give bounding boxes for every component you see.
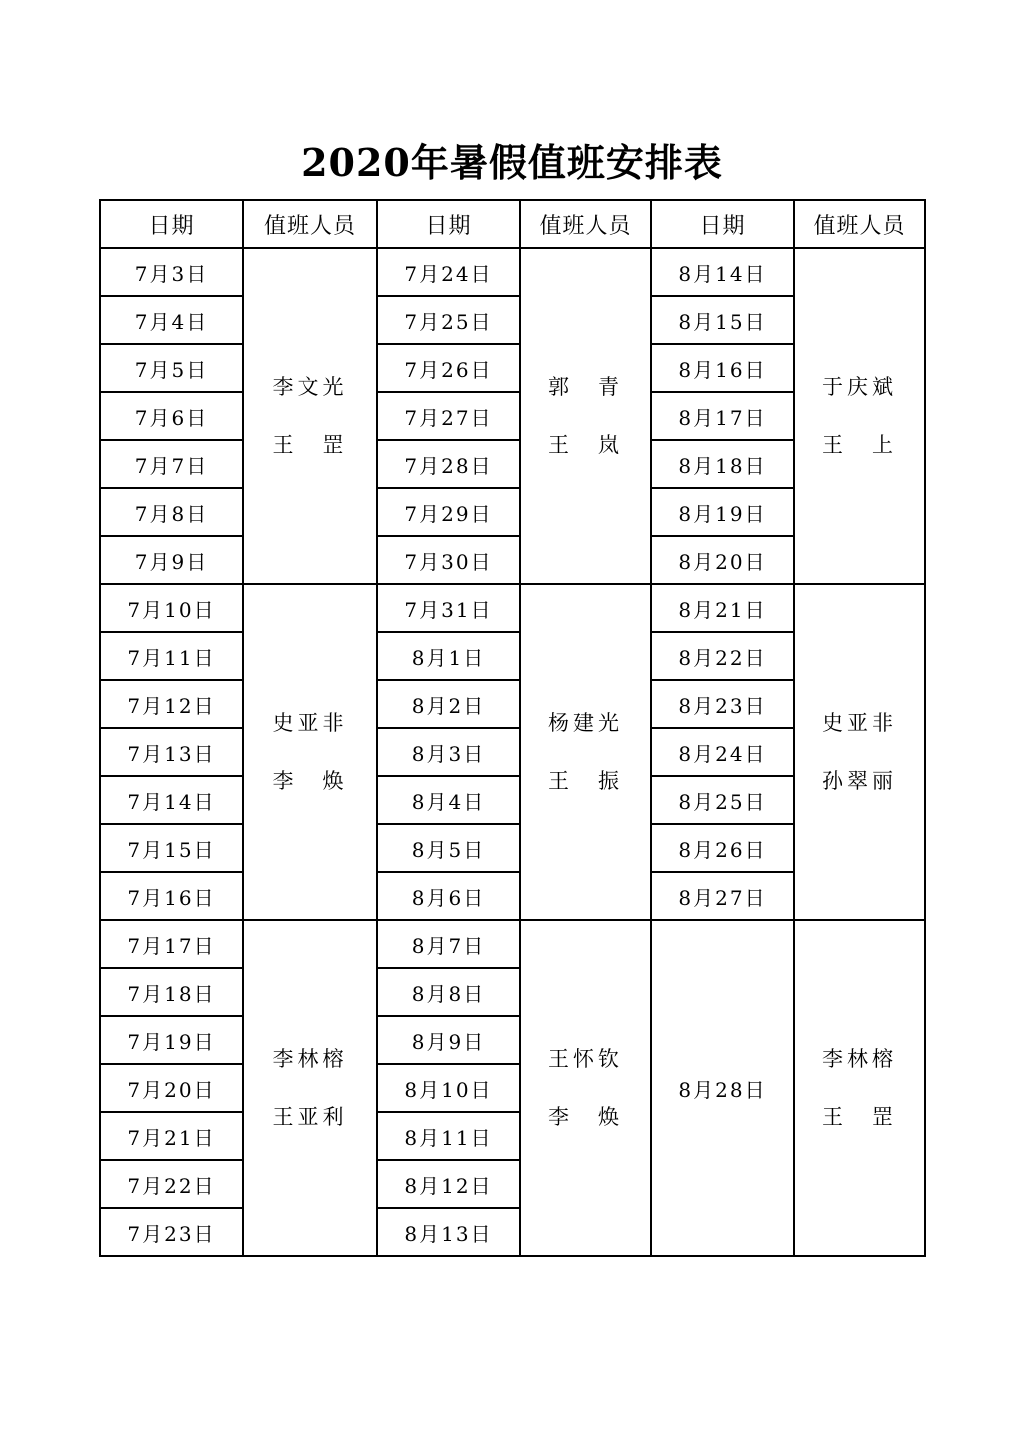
date-cell: 8月1日 bbox=[377, 632, 520, 680]
date-cell: 8月20日 bbox=[651, 536, 794, 584]
table-row bbox=[100, 584, 925, 632]
table-row bbox=[100, 920, 925, 968]
header-date-3: 日期 bbox=[651, 200, 794, 248]
date-cell: 8月26日 bbox=[651, 824, 794, 872]
staff-name: 李林榕 bbox=[822, 1047, 897, 1071]
date-cell: 8月16日 bbox=[651, 344, 794, 392]
date-cell: 8月28日 bbox=[651, 920, 794, 1256]
staff-name: 孙翠丽 bbox=[822, 769, 897, 793]
staff-name: 杨建光 bbox=[548, 711, 623, 735]
date-cell: 8月25日 bbox=[651, 776, 794, 824]
header-date-2: 日期 bbox=[377, 200, 520, 248]
date-cell: 7月6日 bbox=[100, 392, 243, 440]
staff-name: 史亚非 bbox=[822, 711, 897, 735]
date-cell: 7月4日 bbox=[100, 296, 243, 344]
staff-name: 王 罡 bbox=[822, 1105, 897, 1129]
table-row bbox=[100, 248, 925, 296]
header-date-1: 日期 bbox=[100, 200, 243, 248]
staff-name: 王 罡 bbox=[272, 433, 348, 457]
date-cell: 7月21日 bbox=[100, 1112, 243, 1160]
staff-cell bbox=[794, 584, 925, 920]
date-cell: 7月16日 bbox=[100, 872, 243, 920]
date-cell: 7月19日 bbox=[100, 1016, 243, 1064]
date-cell: 7月14日 bbox=[100, 776, 243, 824]
date-cell: 8月8日 bbox=[377, 968, 520, 1016]
date-cell: 7月20日 bbox=[100, 1064, 243, 1112]
staff-cell bbox=[243, 248, 377, 584]
date-cell: 8月27日 bbox=[651, 872, 794, 920]
date-cell: 7月28日 bbox=[377, 440, 520, 488]
staff-cell bbox=[243, 584, 377, 920]
header-row bbox=[100, 200, 925, 248]
date-cell: 8月15日 bbox=[651, 296, 794, 344]
date-cell: 7月7日 bbox=[100, 440, 243, 488]
date-cell: 7月30日 bbox=[377, 536, 520, 584]
header-staff-3: 值班人员 bbox=[794, 200, 925, 248]
date-cell: 7月23日 bbox=[100, 1208, 243, 1256]
staff-name: 李林榕 bbox=[272, 1047, 348, 1071]
staff-name: 王 振 bbox=[548, 769, 623, 793]
staff-cell bbox=[520, 248, 651, 584]
date-cell: 7月17日 bbox=[100, 920, 243, 968]
staff-cell bbox=[243, 920, 377, 1256]
date-cell: 8月3日 bbox=[377, 728, 520, 776]
date-cell: 8月9日 bbox=[377, 1016, 520, 1064]
date-cell: 7月25日 bbox=[377, 296, 520, 344]
date-cell: 8月14日 bbox=[651, 248, 794, 296]
date-cell: 7月8日 bbox=[100, 488, 243, 536]
date-cell: 8月17日 bbox=[651, 392, 794, 440]
date-cell: 7月24日 bbox=[377, 248, 520, 296]
staff-name: 郭 青 bbox=[548, 375, 623, 399]
page-title: 2020年暑假值班安排表 bbox=[301, 140, 723, 185]
duty-schedule-table bbox=[99, 199, 926, 1257]
date-cell: 7月3日 bbox=[100, 248, 243, 296]
date-cell: 7月10日 bbox=[100, 584, 243, 632]
header-staff-2: 值班人员 bbox=[520, 200, 651, 248]
staff-name: 王 岚 bbox=[548, 433, 623, 457]
date-cell: 7月5日 bbox=[100, 344, 243, 392]
date-cell: 8月23日 bbox=[651, 680, 794, 728]
date-cell: 8月13日 bbox=[377, 1208, 520, 1256]
date-cell: 7月27日 bbox=[377, 392, 520, 440]
date-cell: 8月6日 bbox=[377, 872, 520, 920]
staff-name: 史亚非 bbox=[272, 711, 348, 735]
staff-name: 王怀钦 bbox=[548, 1047, 623, 1071]
staff-name: 王亚利 bbox=[272, 1105, 348, 1129]
date-cell: 7月26日 bbox=[377, 344, 520, 392]
staff-name: 李 焕 bbox=[548, 1105, 623, 1129]
date-cell: 8月21日 bbox=[651, 584, 794, 632]
date-cell: 7月11日 bbox=[100, 632, 243, 680]
date-cell: 7月12日 bbox=[100, 680, 243, 728]
date-cell: 8月7日 bbox=[377, 920, 520, 968]
staff-cell bbox=[520, 584, 651, 920]
date-cell: 8月11日 bbox=[377, 1112, 520, 1160]
date-cell: 8月4日 bbox=[377, 776, 520, 824]
date-cell: 7月22日 bbox=[100, 1160, 243, 1208]
table-body bbox=[100, 248, 925, 1256]
date-cell: 7月13日 bbox=[100, 728, 243, 776]
date-cell: 8月10日 bbox=[377, 1064, 520, 1112]
staff-cell bbox=[794, 920, 925, 1256]
date-cell: 8月24日 bbox=[651, 728, 794, 776]
date-cell: 8月12日 bbox=[377, 1160, 520, 1208]
date-cell: 7月9日 bbox=[100, 536, 243, 584]
header-staff-1: 值班人员 bbox=[243, 200, 377, 248]
staff-name: 李文光 bbox=[272, 375, 348, 399]
date-cell: 8月19日 bbox=[651, 488, 794, 536]
date-cell: 8月2日 bbox=[377, 680, 520, 728]
date-cell: 7月31日 bbox=[377, 584, 520, 632]
date-cell: 7月15日 bbox=[100, 824, 243, 872]
staff-name: 李 焕 bbox=[272, 769, 348, 793]
date-cell: 8月5日 bbox=[377, 824, 520, 872]
date-cell: 8月22日 bbox=[651, 632, 794, 680]
staff-name: 王 上 bbox=[822, 433, 897, 457]
date-cell: 7月29日 bbox=[377, 488, 520, 536]
staff-cell bbox=[520, 920, 651, 1256]
staff-name: 于庆斌 bbox=[822, 375, 897, 399]
date-cell: 8月18日 bbox=[651, 440, 794, 488]
date-cell: 7月18日 bbox=[100, 968, 243, 1016]
staff-cell bbox=[794, 248, 925, 584]
